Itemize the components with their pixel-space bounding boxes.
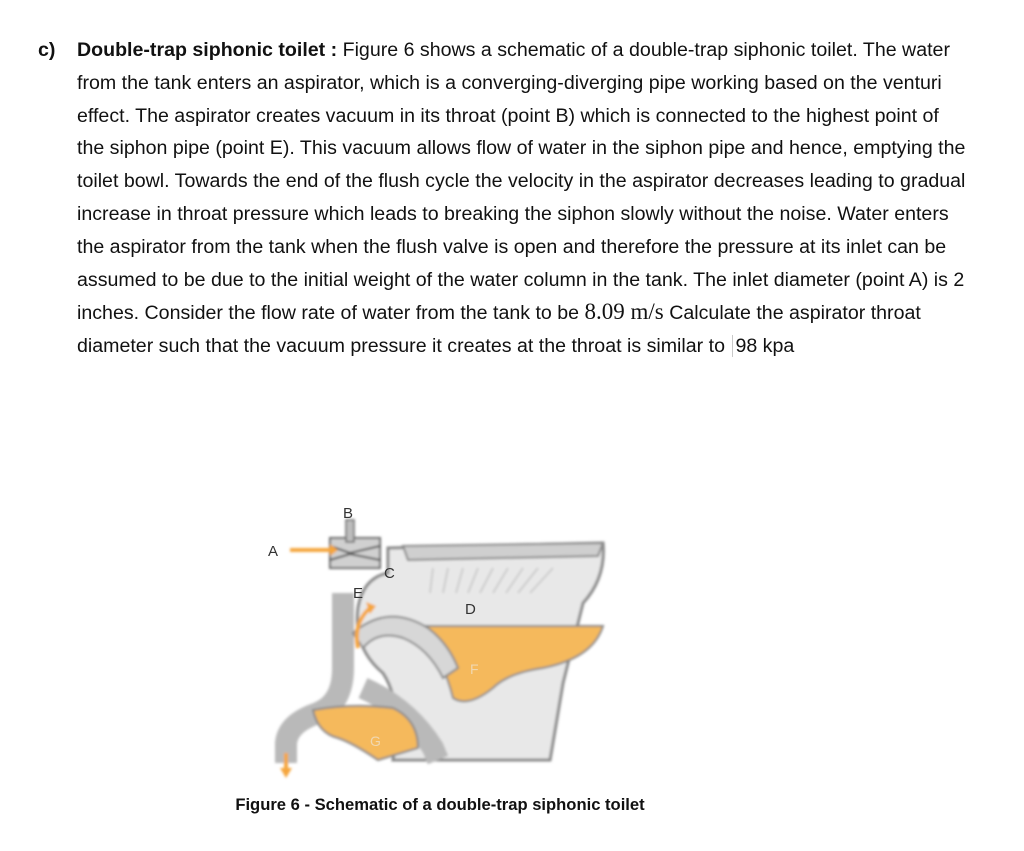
throat-tube bbox=[346, 520, 354, 542]
problem-label: c) bbox=[38, 39, 56, 61]
point-label-c: C bbox=[384, 565, 395, 582]
problem-title: Double-trap siphonic toilet : bbox=[77, 39, 338, 61]
problem-body bbox=[77, 34, 968, 363]
toilet-schematic bbox=[258, 498, 628, 790]
point-label-g: G bbox=[370, 733, 381, 749]
pressure-value: 98 kpa bbox=[732, 335, 794, 357]
toilet-schematic-figure bbox=[258, 498, 628, 790]
problem-text-2: Calculate the aspirator throat diameter such that the vacuum pressure it creates at the throat is similar to bbox=[77, 302, 921, 358]
trap-water bbox=[313, 706, 418, 760]
point-label-d: D bbox=[465, 601, 476, 618]
point-label-b: B bbox=[343, 505, 354, 522]
point-label-a: A bbox=[268, 543, 279, 560]
problem-c bbox=[38, 34, 968, 363]
outlet-arrowhead bbox=[280, 768, 292, 778]
bowl-rim bbox=[403, 543, 603, 560]
aspirator-body bbox=[330, 538, 380, 568]
flow-value: 8.09 m/s bbox=[584, 299, 664, 325]
problem-text-1: Figure 6 shows a schematic of a double-trap siphonic toilet. The water from the tank enters an aspirator, which is a converging-diverging pipe working based on the venturi effect. The aspirator creates vacuum in its throat (point B) which is connected to the highest point of the siphon pipe (point E). This vacuum allows flow of water in the siphon pipe and hence, emptying the toilet bowl. Towards the end of the flush cycle the velocity in the aspirator decreases leading to gradual increase in throat pressure which leads to breaking the siphon slowly without the noise. Water enters the aspirator from the tank when the flush valve is open and therefore the pressure at its inlet can be assumed to be due to the initial weight of the water column in the tank. The inlet diameter (point A) is 2 inches. Consider the flow rate of water from the tank to be bbox=[77, 39, 966, 325]
point-label-f: F bbox=[470, 661, 479, 677]
point-label-e: E bbox=[353, 585, 364, 602]
figure-caption: Figure 6 - Schematic of a double-trap siphonic toilet bbox=[235, 795, 645, 814]
